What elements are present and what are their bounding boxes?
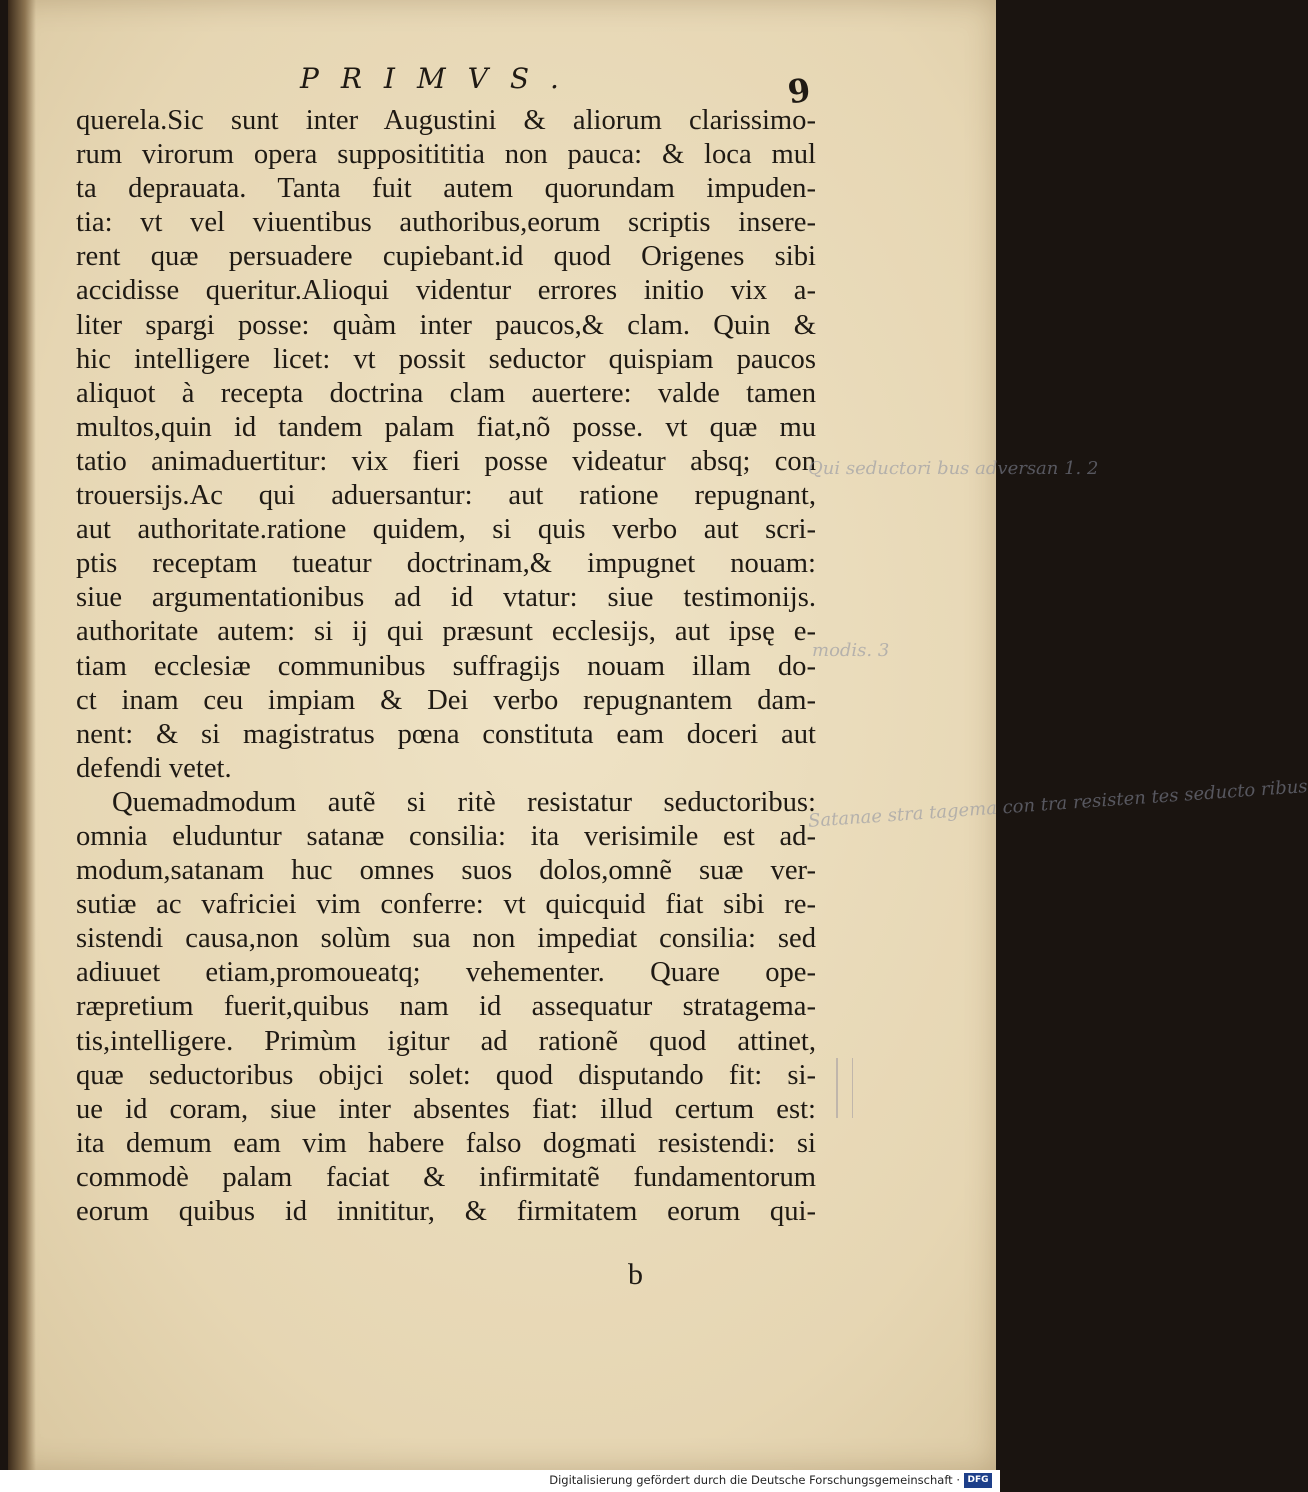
text-line: Quemadmodum autẽ si ritè resistatur seductoribus: — [112, 786, 816, 818]
text-line: querela.Sic sunt inter Augustini & aliorum clarissimo- — [76, 105, 816, 136]
footer-bar — [0, 1470, 1000, 1492]
footer-credit: Digitalisierung gefördert durch die Deutsche Forschungsgemeinschaft · — [549, 1473, 960, 1487]
text-line: hic intelligere licet: vt possit seductor quispiam paucos — [76, 343, 816, 375]
text-line: ct inam ceu impiam & Dei verbo repugnantem dam- — [76, 684, 816, 716]
signature-mark: b — [628, 1258, 643, 1291]
text-line: nent: & si magistratus pœna constituta eam doceri aut — [76, 718, 816, 750]
margin-bracket-mark — [836, 1058, 853, 1118]
text-line: sistendi causa,non solùm sua non impediat consilia: sed — [76, 923, 816, 955]
page-gutter — [8, 0, 36, 1470]
margin-note: modis. 3 — [812, 640, 890, 661]
text-line: accidisse queritur.Alioqui videntur errores initio vix a- — [76, 275, 816, 307]
text-line: siue argumentationibus ad id vtatur: siue testimonijs. — [76, 582, 816, 614]
text-line: tatio animaduertitur: vix fieri posse videatur absq; con — [76, 445, 816, 477]
text-line: liter spargi posse: quàm inter paucos,& clam. Quin & — [76, 309, 816, 341]
margin-note: Qui seductori bus adversan 1. 2 — [808, 458, 1099, 479]
text-line: rent quæ persuadere cupiebant.id quod Origenes sibi — [76, 241, 816, 273]
text-line: ta deprauata. Tanta fuit autem quorundam impuden- — [76, 173, 816, 205]
running-head: PRIMVS. — [300, 62, 581, 95]
text-line: tis,intelligere. Primùm igitur ad rationẽ quod attinet, — [76, 1025, 816, 1057]
text-line: multos,quin id tandem palam fiat,nõ posse. vt quæ mu — [76, 411, 816, 443]
text-line: modum,satanam huc omnes suos dolos,omnẽ suæ ver- — [76, 855, 816, 887]
body-text — [76, 104, 816, 1229]
text-line: adiuuet etiam,promoueatq; vehementer. Quare ope- — [76, 957, 816, 989]
text-line: tia: vt vel viuentibus authoribus,eorum scriptis insere- — [76, 207, 816, 239]
text-line: eorum quibus id innititur, & firmitatem eorum qui- — [76, 1196, 816, 1227]
text-line: quæ seductoribus obijci solet: quod disputando fit: si- — [76, 1059, 816, 1091]
text-line: ptis receptam tueatur doctrinam,& impugnet nouam: — [76, 548, 816, 580]
text-line: ue id coram, siue inter absentes fiat: illud certum est: — [76, 1093, 816, 1125]
text-line: aliquot à recepta doctrina clam auertere: valde tamen — [76, 377, 816, 409]
text-line: omnia eluduntur satanæ consilia: ita verisimile est ad- — [76, 820, 816, 852]
text-line: trouersijs.Ac qui aduersantur: aut ratione repugnant, — [76, 480, 816, 512]
dfg-logo: DFG — [964, 1473, 992, 1488]
page-number: 9 — [785, 70, 813, 112]
text-line: sutiæ ac vafriciei vim conferre: vt quicquid fiat sibi re- — [76, 889, 816, 921]
text-line: ita demum eam vim habere falso dogmati resistendi: si — [76, 1127, 816, 1159]
text-line: tiam ecclesiæ communibus suffragijs nouam illam do- — [76, 650, 816, 682]
text-line: aut authoritate.ratione quidem, si quis verbo aut scri- — [76, 514, 816, 546]
text-line: rum virorum opera suppositititia non pauca: & loca mul — [76, 139, 816, 171]
text-line: commodè palam faciat & infirmitatẽ fundamentorum — [76, 1161, 816, 1193]
text-line: ræpretium fuerit,quibus nam id assequatur stratagema- — [76, 991, 816, 1023]
margin-note: Satanae stra tagema con tra resisten tes seducto ribus — [807, 776, 1308, 832]
text-line: defendi vetet. — [76, 752, 232, 784]
text-line: authoritate autem: si ij qui præsunt ecclesijs, aut ipsę e- — [76, 616, 816, 648]
